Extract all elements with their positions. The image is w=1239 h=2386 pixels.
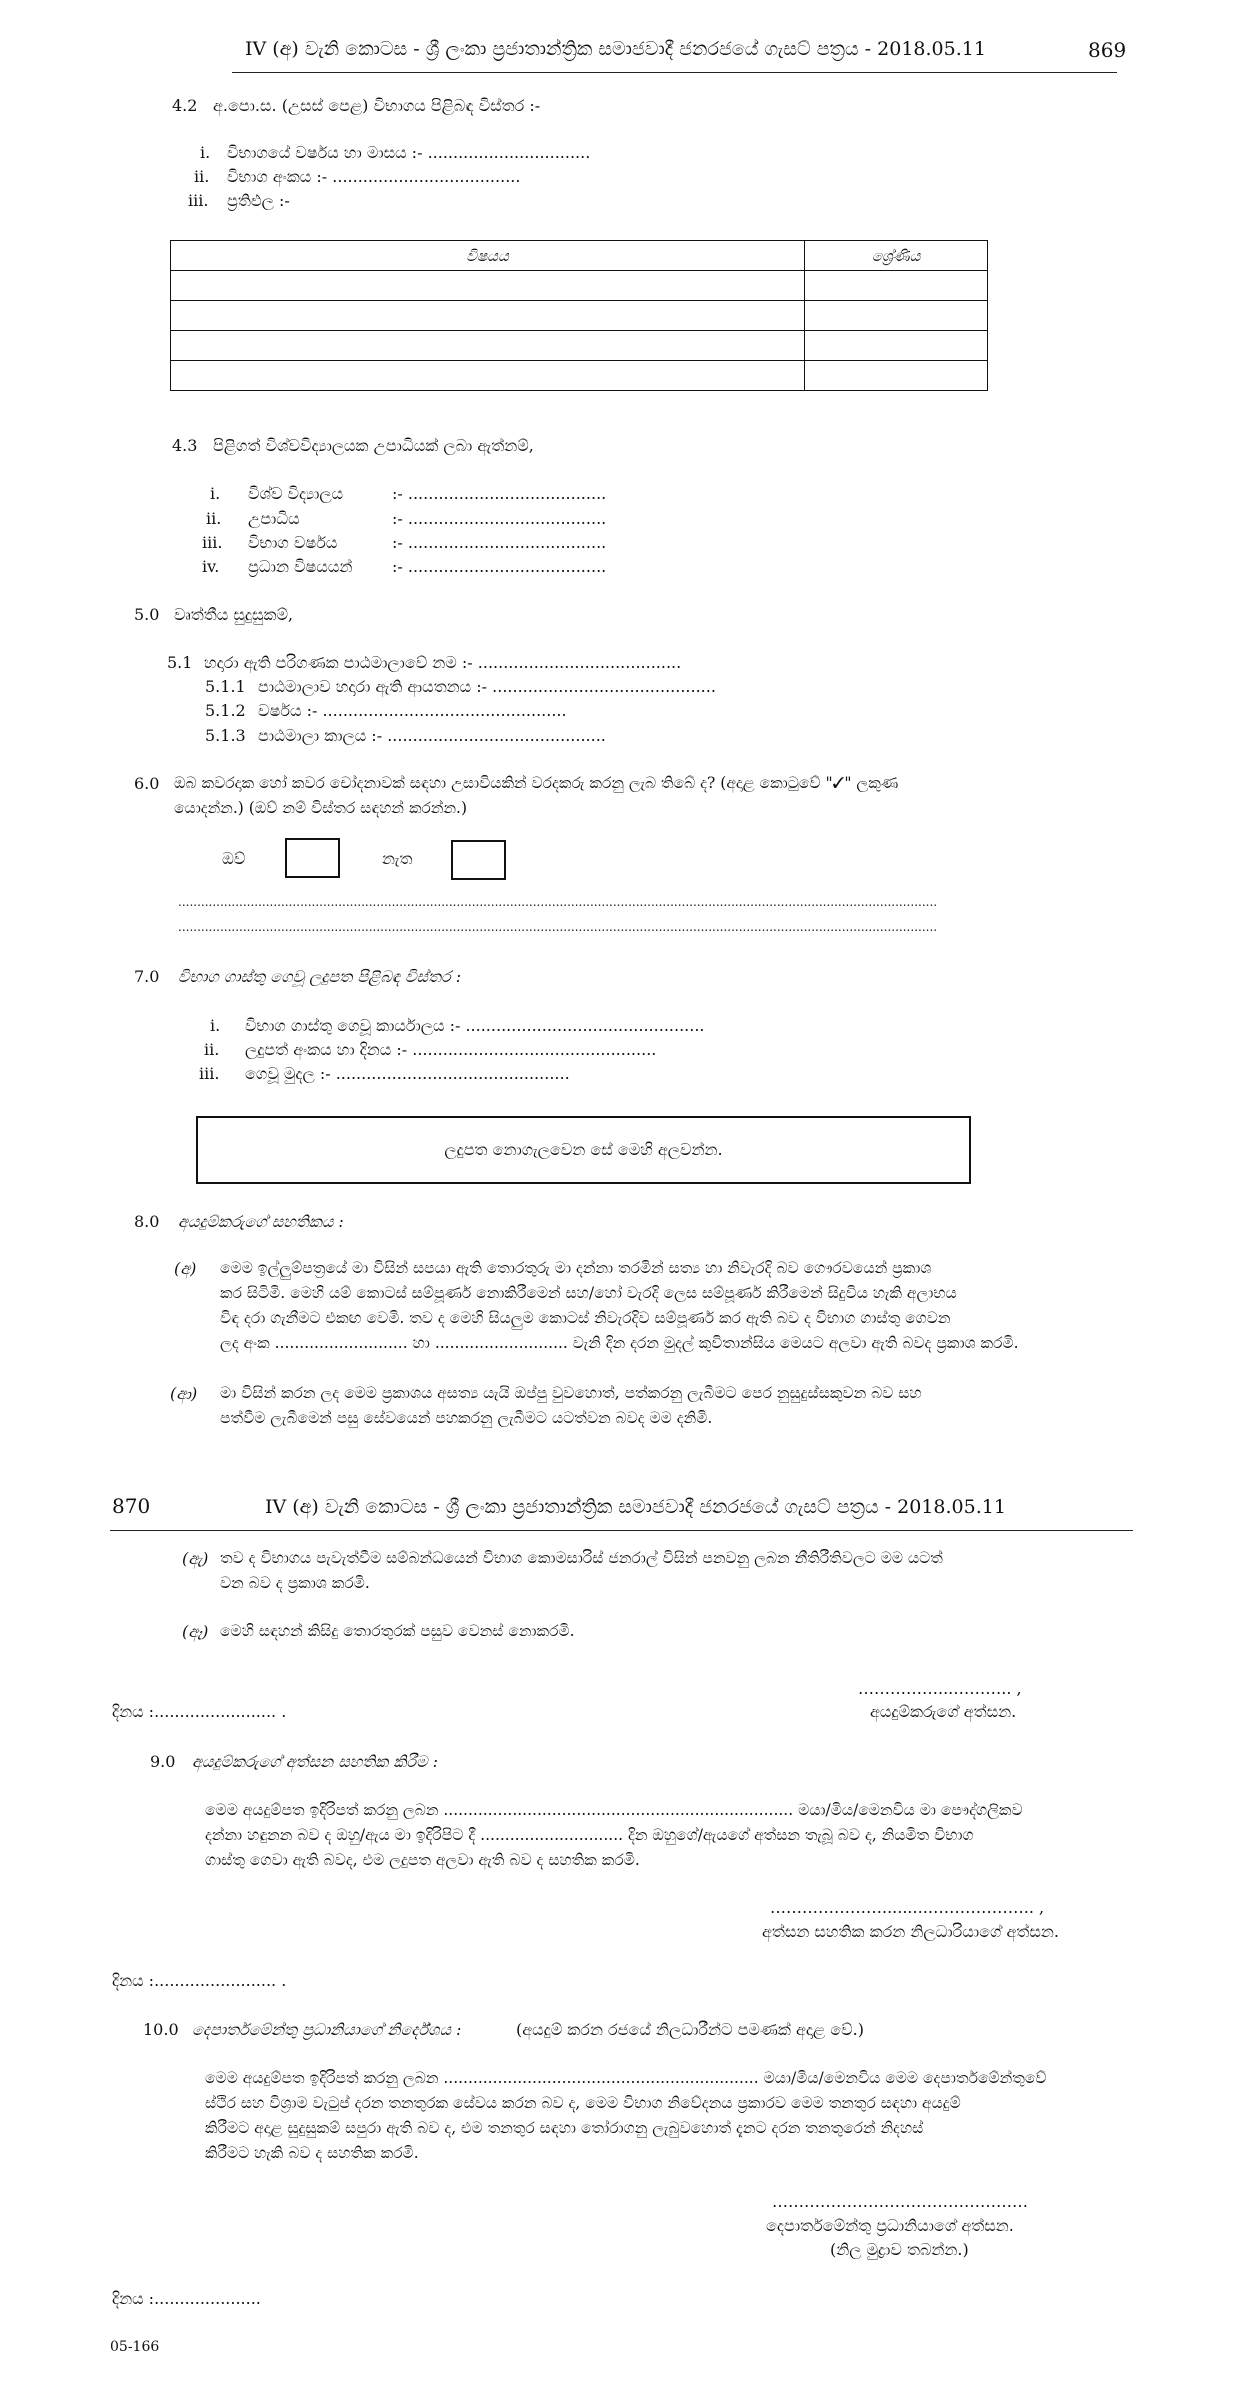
yes-label: ඔව් [222, 849, 246, 868]
sub-item: වර්ෂය :- ................................................ [258, 701, 567, 720]
list-item: විශ්ව විද්‍යාලය [248, 484, 344, 503]
date-field: දිනය :..................... [112, 2289, 261, 2308]
list-roman: i. [200, 143, 211, 162]
section-number: 8.0 [134, 1212, 160, 1231]
table-header: විෂයය [171, 241, 805, 271]
clause-line: විඳ දරා ගැනීමට එකඟ වෙමි. තව ද මෙහි සියලුම කොටස් නිවැරදිව සම්පූර්ණ කර ඇති බව ද විභාග ගාස්තු ගෙවන [220, 1309, 951, 1327]
sub-item: පාඨමාලාව හදාරා ඇති ආයතනය :- ............................................ [258, 677, 716, 696]
details-line: ....................................................................................................................................................................................................... [178, 920, 938, 934]
section-number: 4.2 [172, 96, 198, 115]
list-roman: ii. [194, 167, 210, 186]
clause-mark: (අ) [174, 1259, 197, 1278]
signature-line: ………………………………………… [772, 2192, 1028, 2211]
list-roman: i. [210, 484, 221, 503]
section-number: 10.0 [143, 2020, 179, 2039]
page-header: IV (අ) වැනි කොටස - ශ්‍රී ලංකා ප්‍රජාතාන්ත්‍රික සමාජවාදී ජනරජයේ ගැසට් පත්‍රය - 2018.05.11 [265, 1496, 1006, 1518]
table-header: ශ්‍රේණිය [805, 241, 988, 271]
list-item: විභාගයේ වර්ෂය හා මාසය :- ................................ [227, 143, 591, 162]
header-rule [110, 1530, 1133, 1531]
section-number: 7.0 [134, 967, 160, 986]
page-header: IV (අ) වැනි කොටස - ශ්‍රී ලංකා ප්‍රජාතාන්ත්‍රික සමාජවාදී ජනරජයේ ගැසට් පත්‍රය - 2018.05.11 [245, 38, 986, 60]
table-row [171, 361, 988, 391]
header-rule [232, 72, 1117, 73]
fill-line: :- ....................................... [392, 484, 607, 503]
clause-line: මෙම ඉල්ලුම්පත්‍රයේ මා විසින් සපයා ඇති තොරතුරු මා දන්නා තරමින් සත්‍ය හා නිවැරදි බව ගෞරවයෙන් ප්‍රකාශ [220, 1259, 932, 1277]
para-line: කිරීමට අදාළ සුදුසුකම් සපුරා ඇති බව ද, එම තනතුර සඳහා තෝරාගනු ලැබුවහොත් දැනට දරන තනතුරෙන් නිදහස් [205, 2119, 924, 2137]
section-title: දෙපාර්තමේන්තු ප්‍රධානියාගේ නිර්දේශය : [192, 2020, 462, 2039]
signature-line: ……………...……….. , [858, 1679, 1022, 1698]
fill-line: :- ....................................... [392, 533, 607, 552]
table-row [171, 331, 988, 361]
clause-line: තව ද විභාගය පැවැත්වීම සම්බන්ධයෙන් විභාග කොමසාරිස් ජනරාල් විසින් පනවනු ලබන නීතිරීතිවලට මම යටත් [220, 1549, 943, 1567]
receipt-box-label: ලදුපත නොගැලවෙන සේ මෙහි අලවන්න. [444, 1140, 723, 1159]
clause-line: පත්වීම ලැබීමෙන් පසු සේවයෙන් පහකරනු ලැබීමට යටත්වන බවද මම දනිමි. [220, 1409, 713, 1427]
section-number: 5.0 [134, 605, 160, 624]
para-line: ගාස්තු ගෙවා ඇති බවද, එම ලදුපත අලවා ඇති බව ද සහතික කරමි. [205, 1851, 640, 1869]
yes-checkbox[interactable] [285, 838, 340, 878]
date-field: දිනය :........................ . [112, 1702, 287, 1721]
para-line: ස්ථිර සහ විශ්‍රාම වැටුප් දරන තනතුරක සේවය කරන බව ද, මෙම විභාග නිවේදනය ප්‍රකාරව මෙම තනතුර සඳහා අයදුම් [205, 2094, 961, 2112]
sub-number: 5.1 [167, 653, 193, 672]
list-roman: iii. [199, 1064, 220, 1083]
signature-label: අයදුම්කරුගේ අත්සන. [870, 1702, 1017, 1721]
section-title: අ.පො.ස. (උසස් පෙළ) විභාගය පිළිබඳ විස්තර :- [213, 96, 541, 115]
para-line: දන්නා හඳුනන බව ද ඔහු/ඇය මා ඉදිරිපිට දී ............................. දින ඔහුගේ/ඇයගේ අත්සන තැබූ බව ද, නියමිත විභාග [205, 1826, 974, 1844]
seal-note: (නිල මුද්‍රාව තබන්න.) [830, 2240, 969, 2259]
clause-line: මෙහි සඳහන් කිසිදු තොරතුරක් පසුව වෙනස් නොකරමි. [220, 1622, 575, 1640]
page-number: 869 [1088, 38, 1127, 62]
list-item: උපාධිය [248, 509, 300, 528]
list-item: ලදුපත් අංකය හා දිනය :- ................................................ [245, 1040, 657, 1059]
section-title: විභාග ගාස්තු ගෙවූ ලදුපත පිළිබඳ විස්තර : [178, 967, 462, 986]
list-item: ප්‍රතිඵල :- [227, 191, 290, 210]
clause-mark: (ආ) [170, 1384, 198, 1403]
signature-label: අත්සන සහතික කරන නිලධාරියාගේ අත්සන. [762, 1922, 1059, 1941]
table-row [171, 301, 988, 331]
section-number: 9.0 [150, 1752, 176, 1771]
no-checkbox[interactable] [451, 840, 506, 880]
section-title: පිළිගත් විශ්වවිද්‍යාලයක උපාධියක් ලබා ඇත්නම්, [213, 436, 534, 455]
para-line: මෙම අයදුම්පත ඉදිරිපත් කරනු ලබන ................................................................ මයා/මිය/මෙනවිය මෙම දෙපාර්තමේන්තුවේ [205, 2069, 1047, 2087]
list-item: ප්‍රධාන විෂයයන් [248, 557, 353, 576]
clause-line: වන බව ද ප්‍රකාශ කරමි. [220, 1574, 370, 1592]
fill-line: :- ....................................... [392, 557, 607, 576]
page-number: 870 [112, 1494, 151, 1518]
sub-number: 5.1.2 [205, 701, 246, 720]
sub-number: 5.1.3 [205, 726, 246, 745]
clause-line: මා විසින් කරන ලද මෙම ප්‍රකාශය අසත්‍ය යැයි ඔප්පු වුවහොත්, පත්කරනු ලැබීමට පෙර නුසුදුස්සකුවන බව සහ [220, 1384, 922, 1402]
para-line: කිරීමට හැකි බව ද සහතික කරමි. [205, 2144, 419, 2162]
section-text: ඔබ කවරදාක හෝ කවර චෝදනාවක් සඳහා උසාවියකින් වරදකරු කරනු ලැබ තිබේ ද? (අදාළ කොටුවේ "✓" ලකුණ [174, 774, 899, 792]
details-line: ....................................................................................................................................................................................................... [178, 895, 938, 909]
receipt-box [196, 1116, 971, 1184]
sub-item: පාඨමාලා කාලය :- ........................................... [258, 726, 606, 745]
list-roman: iii. [188, 191, 209, 210]
table-row [171, 271, 988, 301]
results-table [170, 240, 988, 391]
signature-label: දෙපාර්තමේන්තු ප්‍රධානියාගේ අත්සන. [766, 2216, 1014, 2235]
list-item: විභාග අංකය :- ..................................... [227, 167, 521, 186]
no-label: නැත [382, 849, 413, 868]
list-item: විභාග ගාස්තු ගෙවූ කාර්යාලය :- ............................................... [245, 1016, 705, 1035]
sub-number: 5.1.1 [205, 677, 246, 696]
footer-code: 05-166 [110, 2339, 160, 2355]
list-roman: iii. [202, 533, 223, 552]
list-roman: i. [210, 1016, 221, 1035]
date-field: දිනය :........................ . [112, 1971, 287, 1990]
clause-line: කර සිටිමි. මෙහි යම් කොටස් සම්පූර්ණ නොකිරීමෙන් සහ/හෝ වැරදි ලෙස සම්පූර්ණ කිරීමෙන් සිදුවිය හැකි අලාභය [220, 1284, 957, 1302]
list-roman: ii. [204, 1040, 220, 1059]
list-roman: iv. [202, 557, 220, 576]
section-note: (අයදුම් කරන රජයේ නිලධාරීන්ට පමණක් අදාළ වේ.) [516, 2020, 864, 2039]
section-title: අයදුම්කරුගේ සහතිකය : [178, 1212, 344, 1231]
section-title: වෘත්තීය සුදුසුකම්, [174, 605, 294, 624]
signature-line: ………………….........……………….. , [770, 1898, 1045, 1917]
section-title: අයදුම්කරුගේ අත්සන සහතික කිරීම : [192, 1752, 438, 1771]
clause-mark: (ඈ) [182, 1622, 209, 1641]
section-number: 4.3 [172, 436, 198, 455]
sub-item: හදාරා ඇති පරිගණක පාඨමාලාවේ නම :- ........................................ [204, 653, 682, 672]
list-roman: ii. [206, 509, 222, 528]
fill-line: :- ....................................... [392, 509, 607, 528]
section-text: යොදන්න.) (ඔව් නම් විස්තර සඳහන් කරන්න.) [174, 799, 468, 817]
list-item: ගෙවූ මුදල :- .............................................. [245, 1064, 570, 1083]
para-line: මෙම අයදුම්පත ඉදිරිපත් කරනු ලබන ....................................................................... මයා/මිය/මෙනවිය මා පෞද්ගලිකව [205, 1801, 1023, 1819]
section-number: 6.0 [134, 774, 160, 793]
list-item: විභාග වර්ෂය [248, 533, 338, 552]
clause-line: ලද අංක ........................... හා ........................... වැනි දින දරන මුදල් කුවිතාන්සිය මෙයට අලවා ඇති බවද ප්‍රකාශ කරමි. [220, 1334, 1019, 1352]
clause-mark: (ඇ) [182, 1549, 209, 1568]
